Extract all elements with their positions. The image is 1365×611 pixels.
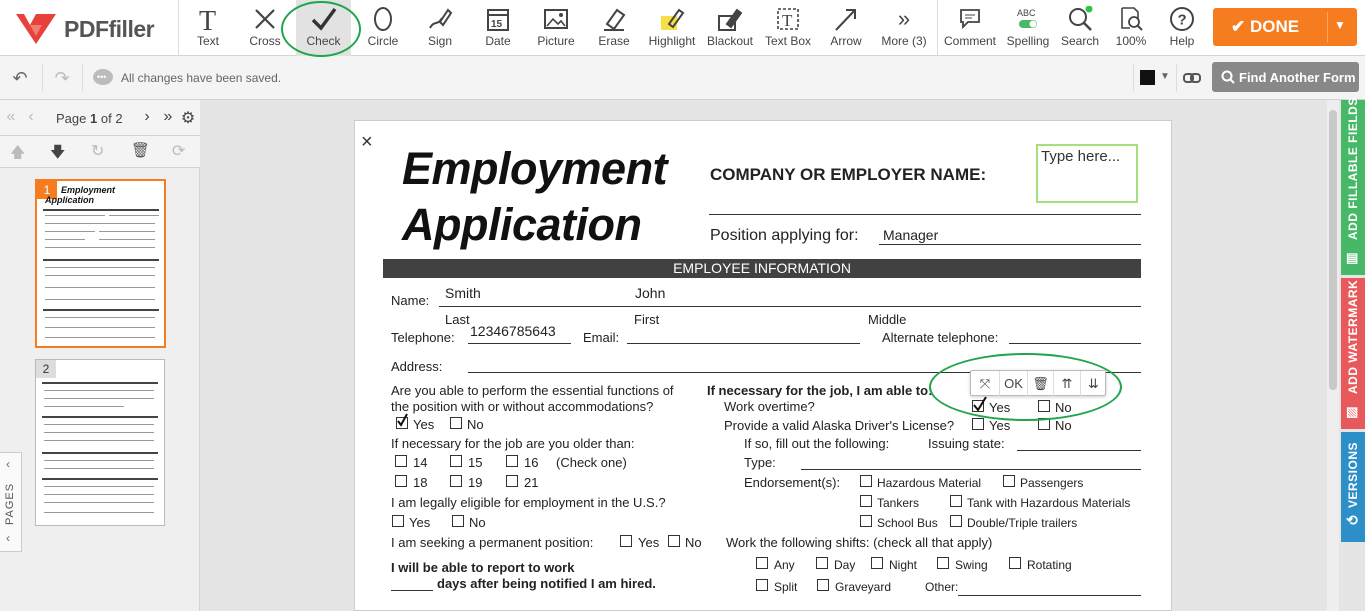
form-title-line-2: Application xyxy=(402,199,642,250)
type-field[interactable] xyxy=(801,469,1141,470)
more-tool-label: More (3) xyxy=(881,34,927,48)
search-tool[interactable] xyxy=(1058,0,1102,56)
comment-tool-label: Comment xyxy=(943,34,996,48)
done-label xyxy=(1231,17,1299,37)
company-underline xyxy=(709,214,1141,215)
tankers-label: Tankers xyxy=(877,496,920,510)
close-icon[interactable]: × xyxy=(361,131,373,153)
toolbar-divider xyxy=(178,0,179,56)
color-swatch[interactable] xyxy=(1140,70,1155,85)
circle-tool[interactable] xyxy=(362,0,404,56)
first-name-field[interactable]: John xyxy=(635,285,666,301)
age-18-checkbox[interactable] xyxy=(395,475,407,487)
check-tool-highlight-ring xyxy=(281,1,361,57)
age-21-label: 21 xyxy=(524,475,539,490)
delete-icon[interactable]: 🗑 xyxy=(1027,371,1053,397)
current-page-number[interactable]: 1 xyxy=(90,111,98,126)
pages-tab-label: PAGES xyxy=(4,482,16,525)
page-thumbnail-2[interactable] xyxy=(35,359,165,526)
check-one-note: (Check one) xyxy=(556,455,627,470)
svg-text:•••: ••• xyxy=(97,72,107,82)
last-page-icon[interactable]: » xyxy=(163,108,173,125)
rotate-page-icon[interactable]: ↻ xyxy=(91,143,105,160)
spelling-tool-label: Spelling xyxy=(1006,34,1050,48)
alt-telephone-field[interactable] xyxy=(1009,343,1141,344)
company-name-field[interactable] xyxy=(1036,144,1138,203)
no-label: No xyxy=(1055,418,1072,433)
last-caption: Last xyxy=(445,312,470,327)
position-field[interactable]: Manager xyxy=(883,227,939,243)
arrow-icon xyxy=(833,6,859,32)
no-label: No xyxy=(469,515,486,530)
svg-text:ABC: ABC xyxy=(1017,8,1036,18)
done-divider xyxy=(1327,12,1328,42)
sign-tool[interactable] xyxy=(420,0,460,56)
hazardous-label: Hazardous Material xyxy=(877,476,982,490)
double-triple-label: Double/Triple trailers xyxy=(967,516,1078,530)
eligible-no-checkbox[interactable] xyxy=(452,515,464,527)
address-label: Address: xyxy=(391,359,443,374)
next-page-icon[interactable]: › xyxy=(144,108,150,125)
shift-day-label: Day xyxy=(834,558,856,572)
name-label: Name: xyxy=(391,293,430,308)
other-field[interactable] xyxy=(958,595,1141,596)
no-label: No xyxy=(685,535,702,550)
main-toolbar xyxy=(0,0,1365,56)
shift-swing-label: Swing xyxy=(955,558,988,572)
school-bus-checkbox[interactable] xyxy=(860,515,872,527)
help-tool-label: Help xyxy=(1169,34,1195,48)
shifts-label: Work the following shifts: (check all that apply) xyxy=(726,535,993,550)
shift-night-checkbox[interactable] xyxy=(871,557,883,569)
q-essential-line-1: Are you able to perform the essential functions of xyxy=(391,383,674,398)
cross-icon xyxy=(253,7,277,31)
shift-rotating-checkbox[interactable] xyxy=(1009,557,1021,569)
q-essential-line-2: the position with or without accommodations? xyxy=(391,399,654,414)
check-tool-label: Check xyxy=(306,34,341,48)
shift-any-checkbox[interactable] xyxy=(756,557,768,569)
telephone-underline xyxy=(468,343,571,344)
shift-swing-checkbox[interactable] xyxy=(937,557,949,569)
gear-icon[interactable]: ⚙ xyxy=(180,110,196,127)
page-navigator xyxy=(0,100,200,136)
telephone-label: Telephone: xyxy=(391,330,455,345)
text-icon xyxy=(196,6,220,32)
comment-tool[interactable] xyxy=(942,0,998,56)
cross-tool[interactable] xyxy=(244,0,286,56)
shift-split-checkbox[interactable] xyxy=(756,579,768,591)
circle-icon xyxy=(371,6,395,32)
yes-label: Yes xyxy=(413,417,435,432)
q-able-to: If necessary for the job, I am able to: xyxy=(707,383,933,398)
date-tool[interactable] xyxy=(478,0,518,56)
help-icon xyxy=(1169,6,1195,32)
yes-label: Yes xyxy=(638,535,660,550)
divider xyxy=(82,64,83,92)
blackout-icon xyxy=(717,6,743,32)
add-watermark-tab[interactable] xyxy=(1341,278,1365,429)
send-backward-icon[interactable]: ⇊ xyxy=(1080,371,1106,397)
type-label: Type: xyxy=(744,455,776,470)
thumbnail-number: 2 xyxy=(36,360,56,378)
shift-night-label: Night xyxy=(889,558,918,572)
if-so-label: If so, fill out the following: xyxy=(744,436,890,451)
secondary-toolbar xyxy=(0,56,1365,100)
tankers-checkbox[interactable] xyxy=(860,495,872,507)
scrollbar-thumb[interactable] xyxy=(1329,110,1337,390)
picture-tool[interactable] xyxy=(534,0,578,56)
add-fillable-fields-tab[interactable] xyxy=(1341,97,1365,275)
yes-label: Yes xyxy=(989,418,1011,433)
logo-icon xyxy=(14,10,58,46)
prev-page-icon[interactable]: ‹ xyxy=(28,108,34,125)
logo-text: PDFfiller xyxy=(64,16,155,42)
add-fillable-fields-label: ADD FILLABLE FIELDS xyxy=(1346,97,1360,240)
picture-tool-label: Picture xyxy=(537,34,575,48)
name-underline xyxy=(439,306,1141,307)
cross-tool-label: Cross xyxy=(249,34,281,48)
zoom-in-icon xyxy=(1118,6,1144,32)
thumbnail-number: 1 xyxy=(37,181,57,199)
chevron-left-icon: ‹ xyxy=(6,531,10,545)
toolbar-divider xyxy=(937,0,938,56)
issuing-state-label: Issuing state: xyxy=(928,436,1005,451)
company-label: COMPANY OR EMPLOYER NAME: xyxy=(710,165,987,184)
q-overtime: Work overtime? xyxy=(724,399,815,414)
alt-telephone-label: Alternate telephone: xyxy=(882,330,999,345)
comment-icon xyxy=(958,7,982,31)
refresh-icon[interactable]: ⟳ xyxy=(172,143,186,160)
calendar-icon xyxy=(486,6,510,32)
position-underline xyxy=(879,244,1141,245)
checkbox-highlight-ring xyxy=(929,353,1122,421)
report-line-1: I will be able to report to work xyxy=(391,560,575,575)
svg-text:15: 15 xyxy=(491,19,503,30)
license-yes-checkbox[interactable] xyxy=(972,418,984,430)
eraser-icon xyxy=(601,6,627,32)
move-page-down-icon[interactable]: 🡇 xyxy=(50,144,66,161)
page-indicator xyxy=(56,111,123,126)
spelling-toggle-icon xyxy=(1013,6,1043,32)
q-permanent: I am seeking a permanent position: xyxy=(391,535,594,550)
company-name-placeholder: Type here... xyxy=(1041,148,1121,165)
essential-yes-checkbox[interactable] xyxy=(396,417,408,429)
divider xyxy=(1133,64,1134,92)
passengers-checkbox[interactable] xyxy=(1003,475,1015,487)
page-tools xyxy=(0,136,200,168)
textbox-tool-label: Text Box xyxy=(764,34,812,48)
text-tool[interactable] xyxy=(186,0,230,56)
age-14-checkbox[interactable] xyxy=(395,455,407,467)
blackout-tool[interactable] xyxy=(704,0,756,56)
text-tool-label: Text xyxy=(196,34,219,48)
shift-rotating-label: Rotating xyxy=(1027,558,1072,572)
middle-caption: Middle xyxy=(868,312,907,327)
chevron-left-icon: ‹ xyxy=(6,457,10,471)
svg-text:T: T xyxy=(199,6,217,32)
issuing-state-field[interactable] xyxy=(1017,450,1141,451)
undo-icon[interactable]: ↶ xyxy=(12,68,28,88)
double-chevron-right-icon: » xyxy=(897,6,911,31)
svg-text:?: ? xyxy=(1177,11,1187,29)
tank-hazardous-checkbox[interactable] xyxy=(950,495,962,507)
q-license: Provide a valid Alaska Driver's License? xyxy=(724,418,955,433)
page-2-preview xyxy=(38,362,162,522)
age-15-label: 15 xyxy=(468,455,483,470)
sign-tool-label: Sign xyxy=(427,34,453,48)
yes-label: Yes xyxy=(989,400,1011,415)
age-21-checkbox[interactable] xyxy=(506,475,518,487)
svg-text:Employment: Employment xyxy=(61,185,116,195)
hazardous-checkbox[interactable] xyxy=(860,475,872,487)
sign-icon xyxy=(426,6,454,32)
search-icon xyxy=(1067,6,1093,32)
link-icon[interactable] xyxy=(1182,70,1202,86)
add-watermark-label: ADD WATERMARK xyxy=(1346,279,1360,394)
help-tool[interactable] xyxy=(1162,0,1202,56)
checkmark-icon xyxy=(396,413,410,427)
section-header: EMPLOYEE INFORMATION xyxy=(383,259,1141,278)
blackout-tool-label: Blackout xyxy=(706,34,754,48)
no-label: No xyxy=(467,417,484,432)
find-another-form-button[interactable] xyxy=(1212,62,1359,92)
zoom-tool[interactable] xyxy=(1110,0,1152,56)
highlight-tool[interactable] xyxy=(646,0,698,56)
picture-icon xyxy=(543,7,569,31)
find-another-form-label: Find Another Form xyxy=(1239,70,1356,85)
position-label: Position applying for: xyxy=(710,227,859,244)
search-icon xyxy=(1221,70,1235,84)
permanent-no-checkbox[interactable] xyxy=(668,535,680,547)
age-19-checkbox[interactable] xyxy=(450,475,462,487)
svg-text:T: T xyxy=(782,11,793,30)
delete-page-icon[interactable]: 🗑 xyxy=(131,142,151,159)
email-field[interactable] xyxy=(627,343,860,344)
save-status: All changes have been saved. xyxy=(121,71,282,85)
last-name-field[interactable]: Smith xyxy=(445,285,481,301)
bring-forward-icon[interactable]: ⇈ xyxy=(1053,371,1080,397)
comment-bubble-icon xyxy=(92,68,114,88)
svg-text:Application: Application xyxy=(45,195,94,205)
age-15-checkbox[interactable] xyxy=(450,455,462,467)
erase-tool[interactable] xyxy=(594,0,634,56)
fillable-fields-icon: ▤ xyxy=(1346,250,1359,265)
email-label: Email: xyxy=(583,330,620,345)
page-prefix: Page xyxy=(56,111,87,126)
zoom-level-label: 100% xyxy=(1115,34,1147,48)
form-title-line-1: Employment xyxy=(402,143,668,194)
report-line-2: days after being notified I am hired. xyxy=(437,576,656,591)
no-label: No xyxy=(1055,400,1072,415)
textbox-tool[interactable] xyxy=(762,0,814,56)
pages-panel-toggle[interactable] xyxy=(0,452,22,552)
other-label: Other: xyxy=(925,580,959,594)
done-button[interactable] xyxy=(1213,8,1357,46)
age-18-label: 18 xyxy=(413,475,428,490)
page-total: of 2 xyxy=(100,111,123,126)
q-older-than: If necessary for the job are you older than: xyxy=(391,436,635,451)
shift-day-checkbox[interactable] xyxy=(816,557,828,569)
first-caption: First xyxy=(634,312,660,327)
erase-tool-label: Erase xyxy=(598,34,630,48)
redo-icon[interactable]: ↷ xyxy=(54,68,70,88)
more-tools-button[interactable] xyxy=(880,0,928,56)
color-dropdown-chevron-icon[interactable]: ▼ xyxy=(1160,71,1170,82)
circle-tool-label: Circle xyxy=(367,34,399,48)
school-bus-label: School Bus xyxy=(877,516,938,530)
done-dropdown-chevron-icon[interactable]: ▼ xyxy=(1334,18,1346,32)
history-icon: ⟲ xyxy=(1346,512,1358,528)
versions-label: VERSIONS xyxy=(1346,441,1360,508)
age-16-checkbox[interactable] xyxy=(506,455,518,467)
age-19-label: 19 xyxy=(468,475,483,490)
versions-tab[interactable] xyxy=(1341,432,1365,542)
age-16-label: 16 xyxy=(524,455,539,470)
highlighter-icon xyxy=(659,6,685,32)
highlight-tool-label: Highlight xyxy=(648,34,696,48)
textbox-icon xyxy=(775,6,801,32)
permanent-yes-checkbox[interactable] xyxy=(620,535,632,547)
double-triple-checkbox[interactable] xyxy=(950,515,962,527)
move-page-up-icon[interactable]: 🡅 xyxy=(10,144,26,161)
report-days-field[interactable] xyxy=(391,590,433,591)
page-1-preview xyxy=(39,183,163,345)
shift-any-label: Any xyxy=(774,558,795,572)
first-page-icon[interactable]: « xyxy=(6,108,16,125)
watermark-icon: ▧ xyxy=(1346,404,1359,419)
search-tool-label: Search xyxy=(1060,34,1100,48)
telephone-field[interactable]: 12346785643 xyxy=(470,323,556,339)
done-text: DONE xyxy=(1249,17,1300,36)
page-thumbnail-1[interactable] xyxy=(35,179,166,348)
divider xyxy=(42,64,43,92)
arrow-tool[interactable] xyxy=(824,0,868,56)
q-eligible: I am legally eligible for employment in the U.S.? xyxy=(391,495,666,510)
age-14-label: 14 xyxy=(413,455,428,470)
ok-button[interactable]: OK xyxy=(999,371,1027,397)
spelling-toggle[interactable] xyxy=(1004,0,1052,56)
eligible-yes-checkbox[interactable] xyxy=(392,515,404,527)
arrow-tool-label: Arrow xyxy=(830,34,862,48)
shift-graveyard-checkbox[interactable] xyxy=(817,579,829,591)
check-icon: ✔ xyxy=(1231,17,1250,36)
shift-graveyard-label: Graveyard xyxy=(835,580,892,594)
pages-sidebar xyxy=(0,100,200,611)
move-cursor-icon[interactable]: ⤧ xyxy=(979,376,991,391)
yes-label: Yes xyxy=(409,515,431,530)
date-tool-label: Date xyxy=(485,34,511,48)
shift-split-label: Split xyxy=(774,580,798,594)
divider xyxy=(1176,64,1177,92)
tank-hazardous-label: Tank with Hazardous Materials xyxy=(967,496,1131,510)
essential-no-checkbox[interactable] xyxy=(450,417,462,429)
endorsements-label: Endorsement(s): xyxy=(744,475,841,490)
passengers-label: Passengers xyxy=(1020,476,1084,490)
